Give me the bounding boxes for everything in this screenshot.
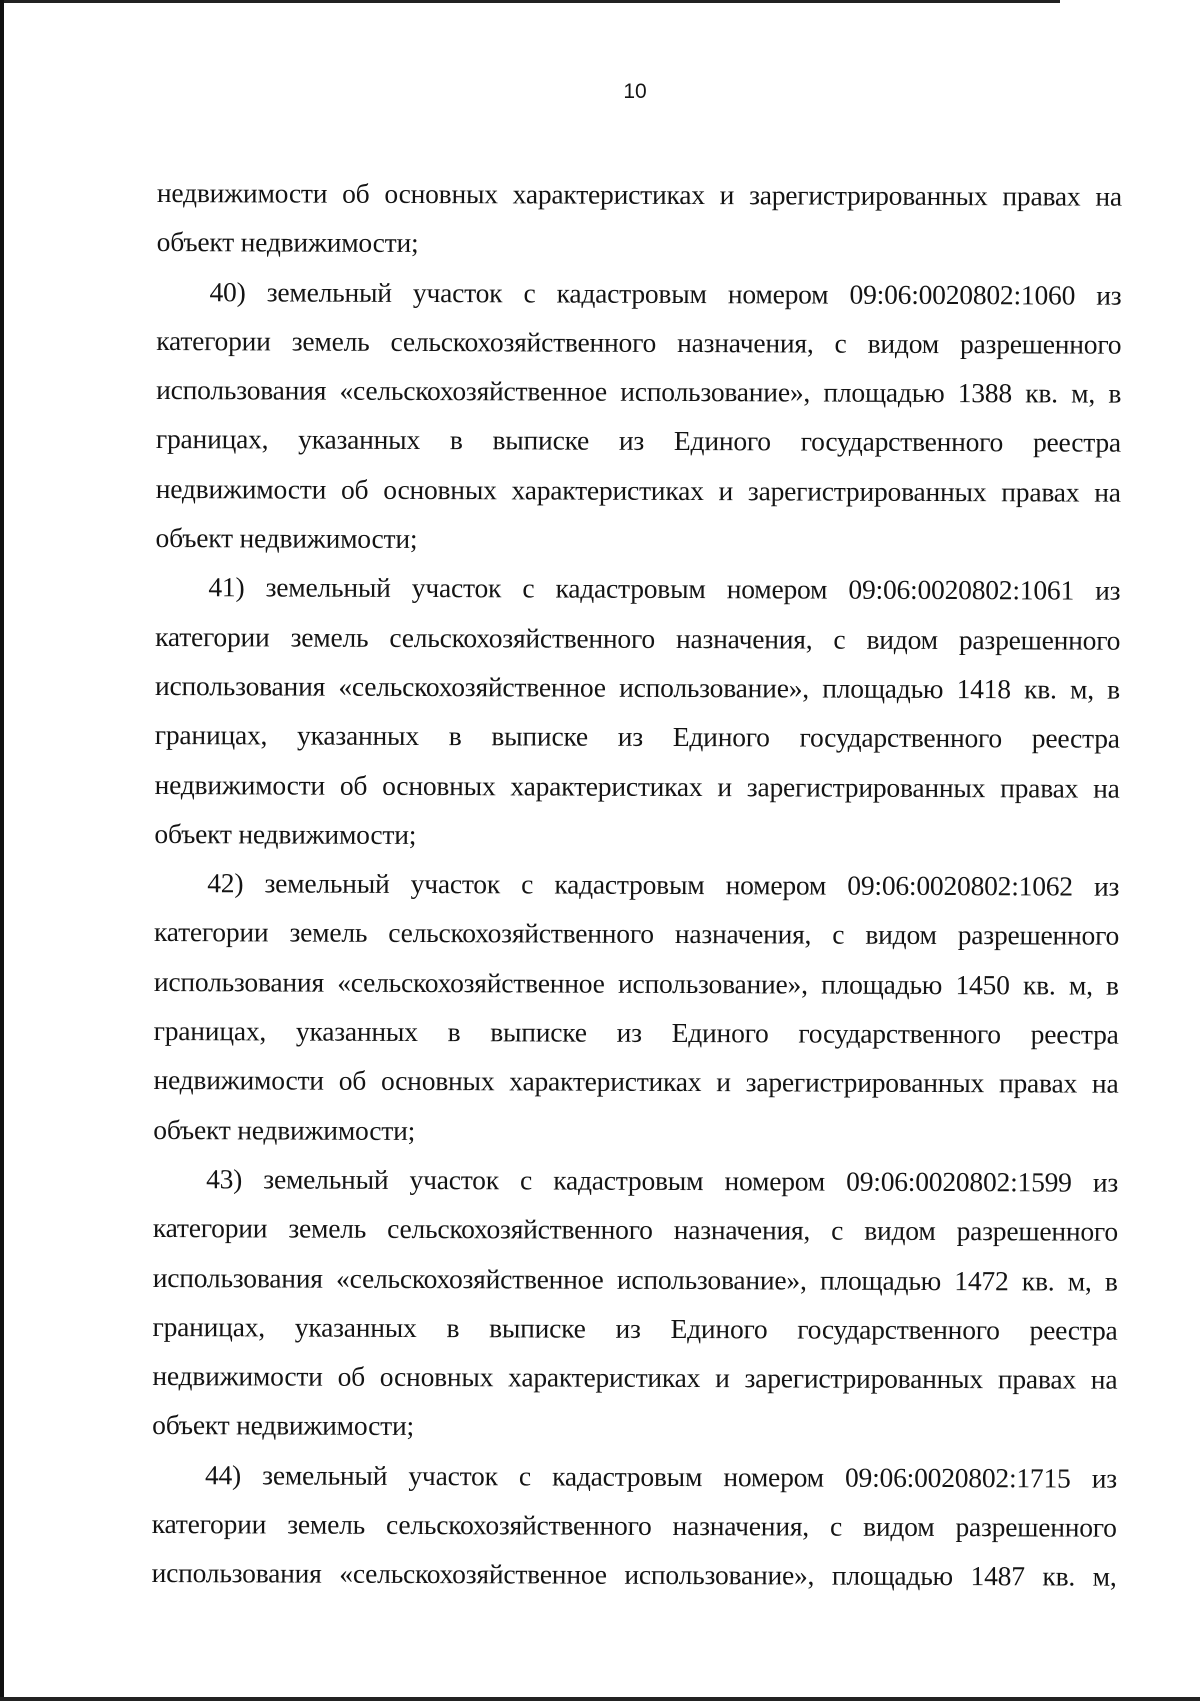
list-item-44: 44) земельный участок с кадастровым номером 09:06:0020802:1715 из категории земель сельскохозяйственного назначения, с видом разрешенного использования «сельскохозяйственное использование», площадью 1487 кв. м,: [151, 1458, 1118, 1593]
document-body: [152, 168, 1122, 1601]
scan-border-left: [0, 0, 4, 1701]
list-item-40: 40) земельный участок с кадастровым номером 09:06:0020802:1060 из категории земель сельскохозяйственного назначения, с видом разрешенного использования «сельскохозяйственное использование», площадью 1388 кв. м, в границах, указанных в выписке из Единого государственного реестра недвижимости об основных характеристиках и зарегистрированных правах на объект недвижимости;: [155, 275, 1122, 555]
scan-border-bottom: [0, 1697, 1200, 1701]
page-number: 10: [623, 80, 647, 103]
list-item-43: 43) земельный участок с кадастровым номером 09:06:0020802:1599 из категории земель сельскохозяйственного назначения, с видом разрешенного использования «сельскохозяйственное использование», площадью 1472 кв. м, в границах, указанных в выписке из Единого государственного реестра недвижимости об основных характеристиках и зарегистрированных правах на объект недвижимости;: [152, 1163, 1119, 1442]
continuation-paragraph: недвижимости об основных характеристиках и зарегистрированных правах на объект недвижимости;: [156, 176, 1122, 259]
list-item-42: 42) земельный участок с кадастровым номером 09:06:0020802:1062 из категории земель сельскохозяйственного назначения, с видом разрешенного использования «сельскохозяйственное использование», площадью 1450 кв. м, в границах, указанных в выписке из Единого государственного реестра недвижимости об основных характеристиках и зарегистрированных правах на объект недвижимости;: [153, 867, 1120, 1146]
scan-border-top: [0, 0, 1060, 3]
list-item-41: 41) земельный участок с кадастровым номером 09:06:0020802:1061 из категории земель сельскохозяйственного назначения, с видом разрешенного использования «сельскохозяйственное использование», площадью 1418 кв. м, в границах, указанных в выписке из Единого государственного реестра недвижимости об основных характеристиках и зарегистрированных правах на объект недвижимости;: [154, 571, 1121, 850]
